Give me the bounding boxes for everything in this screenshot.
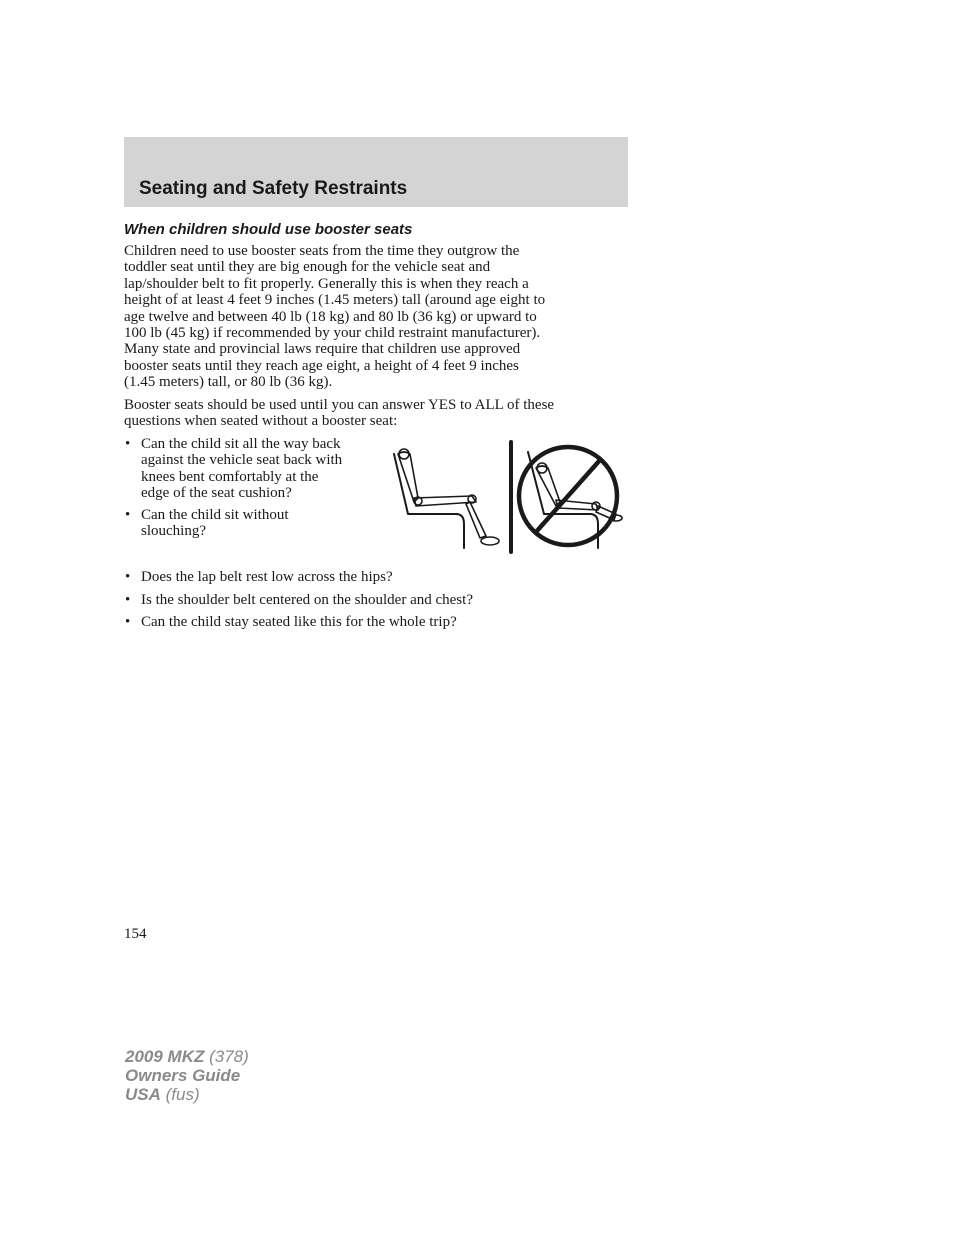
paragraph-questions xyxy=(124,397,624,430)
list-item-line: Does the lap belt rest low across the hips? xyxy=(141,569,393,585)
paragraph-line: Booster seats should be used until you can answer YES to ALL of these xyxy=(124,397,555,413)
subheading: When children should use booster seats xyxy=(124,221,413,238)
bullet-marker: • xyxy=(125,614,131,630)
bullet-marker: • xyxy=(125,569,131,585)
paragraph-line: questions when seated without a booster seat: xyxy=(124,413,398,430)
list-item-line: edge of the seat cushion? xyxy=(141,485,292,502)
page-number: 154 xyxy=(124,926,147,942)
paragraph-line: age twelve and between 40 lb (18 kg) and 80 lb (36 kg) or upward to xyxy=(124,308,537,325)
list-item-line: slouching? xyxy=(141,523,206,540)
paragraph-intro xyxy=(124,243,624,391)
list-item-line: against the vehicle seat back with xyxy=(141,452,343,469)
list-item-line: Is the shoulder belt centered on the shoulder and chest? xyxy=(141,592,473,608)
correct-vs-incorrect-seating-icon xyxy=(390,440,630,561)
footer-market: USA xyxy=(125,1085,161,1104)
paragraph-line: lap/shoulder belt to fit properly. Generally this is when they reach a xyxy=(124,275,529,292)
paragraph-line: Children need to use booster seats from the time they outgrow the xyxy=(124,243,520,259)
footer-model: 2009 MKZ xyxy=(125,1047,205,1066)
footer-model-code: (378) xyxy=(209,1047,249,1066)
bullet-marker: • xyxy=(125,507,131,523)
paragraph-line: 100 lb (45 kg) if recommended by your child restraint manufacturer). xyxy=(124,325,541,342)
list-item-line: knees bent comfortably at the xyxy=(141,468,319,485)
paragraph-line: height of at least 4 feet 9 inches (1.45 meters) tall (around age eight to xyxy=(124,292,546,309)
paragraph-line: Many state and provincial laws require that children use approved xyxy=(124,341,521,358)
paragraph-line: toddler seat until they are big enough for the vehicle seat and xyxy=(124,259,491,276)
paragraph-line: booster seats until they reach age eight, a height of 4 feet 9 inches xyxy=(124,357,519,374)
document-footer xyxy=(125,1047,249,1104)
list-item-line: Can the child sit without xyxy=(141,507,289,523)
bullet-marker: • xyxy=(125,592,131,608)
paragraph-line: (1.45 meters) tall, or 80 lb (36 kg). xyxy=(124,374,333,391)
list-item-line: Can the child stay seated like this for the whole trip? xyxy=(141,614,457,630)
footer-market-code: (fus) xyxy=(165,1085,200,1104)
section-title: Seating and Safety Restraints xyxy=(139,178,408,199)
bullet-marker: • xyxy=(125,436,131,452)
footer-guide: Owners Guide xyxy=(125,1066,241,1085)
list-item-line: Can the child sit all the way back xyxy=(141,436,341,452)
